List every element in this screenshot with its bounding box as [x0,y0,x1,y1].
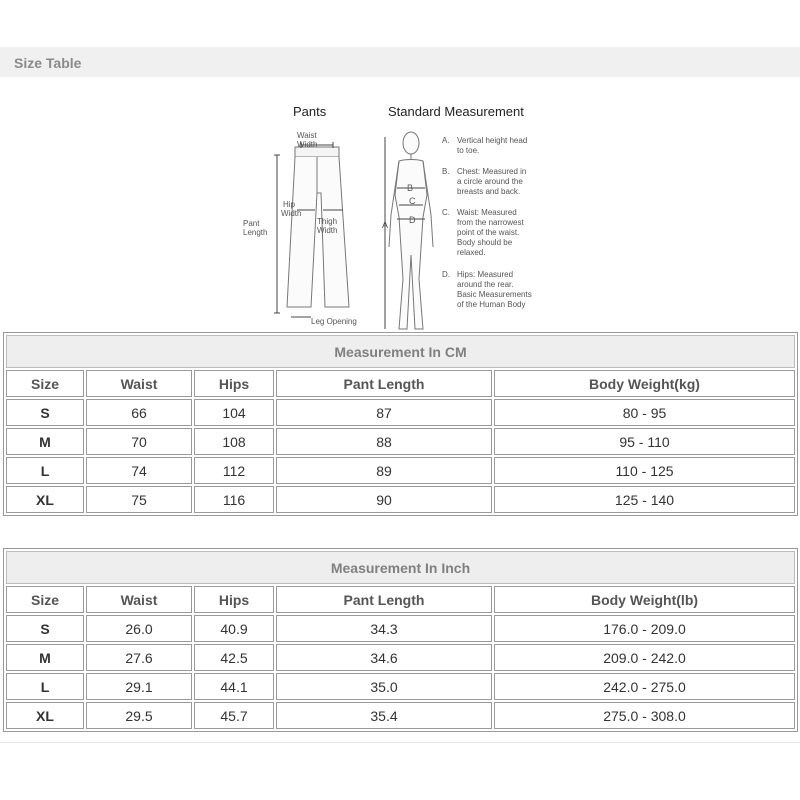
body-label-a: A [382,220,389,230]
note-d-line-4: of the Human Body [457,300,526,309]
waist-cell: 70 [86,428,192,455]
body-weight-cell: 275.0 - 308.0 [494,702,795,729]
table-row [6,673,795,700]
note-c-line-2: from the narrowest [457,218,524,227]
waist-cell: 26.0 [86,615,192,642]
body-label-b: B [407,183,414,193]
waist-cell: 29.1 [86,673,192,700]
note-d-letter: D. [442,270,450,279]
hip-width-label-1: Hip [283,200,296,209]
note-c-line-3: point of the waist. [457,228,520,237]
cm-header-pant-length: Pant Length [276,370,492,397]
note-b-line-1: Chest: Measured in [457,167,527,176]
size-cell: S [6,615,84,642]
waist-width-label-1: Waist [297,131,317,140]
note-b-line-3: breasts and back. [457,187,521,196]
waist-cell: 75 [86,486,192,513]
note-c-line-1: Waist: Measured [457,208,517,217]
body-weight-cell: 95 - 110 [494,428,795,455]
note-d-line-3: Basic Measurements [457,290,532,299]
inch-size-table [3,548,798,732]
body-weight-cell: 125 - 140 [494,486,795,513]
hips-cell: 40.9 [194,615,274,642]
pant-length-cell: 34.3 [276,615,492,642]
table-row [6,399,795,426]
inch-header-hips: Hips [194,586,274,613]
note-b-line-2: a circle around the [457,177,523,186]
pant-length-cell: 35.4 [276,702,492,729]
inch-table-caption: Measurement In Inch [6,551,795,584]
table-row [6,644,795,671]
table-row [6,615,795,642]
note-d-line-1: Hips: Measured [457,270,514,279]
cm-header-hips: Hips [194,370,274,397]
pant-length-label-1: Pant [243,219,260,228]
cm-header-waist: Waist [86,370,192,397]
hips-cell: 116 [194,486,274,513]
hips-cell: 42.5 [194,644,274,671]
inch-table [4,549,797,731]
size-cell: XL [6,702,84,729]
waist-width-label-2: Width [297,140,318,149]
measurement-diagram [235,95,565,335]
measurement-diagram-svg [235,95,565,335]
body-label-c: C [409,196,416,206]
table-row [6,702,795,729]
waist-cell: 29.5 [86,702,192,729]
hip-width-label-2: Width [281,209,302,218]
note-b-letter: B. [442,167,450,176]
body-label-d: D [409,215,416,225]
pant-length-cell: 34.6 [276,644,492,671]
cm-header-body-weight: Body Weight(kg) [494,370,795,397]
note-a-line-1: Vertical height head [457,136,528,145]
note-c-line-5: relaxed. [457,248,486,257]
size-cell: L [6,457,84,484]
header-title: Size Table [14,55,82,71]
hips-cell: 45.7 [194,702,274,729]
note-d-line-2: around the rear. [457,280,514,289]
table-row [6,428,795,455]
waist-cell: 74 [86,457,192,484]
hips-cell: 112 [194,457,274,484]
pant-length-cell: 35.0 [276,673,492,700]
hips-cell: 44.1 [194,673,274,700]
note-a-line-2: to toe. [457,146,480,155]
body-weight-cell: 80 - 95 [494,399,795,426]
inch-header-size: Size [6,586,84,613]
body-weight-cell: 242.0 - 275.0 [494,673,795,700]
table-row [6,486,795,513]
note-c-letter: C. [442,208,450,217]
leg-opening-label: Leg Opening [311,317,357,326]
waist-cell: 27.6 [86,644,192,671]
thigh-width-label-1: Thigh [317,217,338,226]
cm-header-size: Size [6,370,84,397]
note-a-letter: A. [442,136,450,145]
pants-title: Pants [293,104,327,119]
table-row [6,457,795,484]
pants-illustration [274,142,349,317]
size-cell: M [6,428,84,455]
hips-cell: 108 [194,428,274,455]
pant-length-cell: 88 [276,428,492,455]
standard-measurement-title: Standard Measurement [388,104,524,119]
pant-length-label-2: Length [243,228,268,237]
note-c-line-4: Body should be [457,238,513,247]
body-weight-cell: 209.0 - 242.0 [494,644,795,671]
inch-header-body-weight: Body Weight(lb) [494,586,795,613]
size-cell: L [6,673,84,700]
size-cell: S [6,399,84,426]
pant-length-cell: 89 [276,457,492,484]
inch-header-waist: Waist [86,586,192,613]
size-cell: M [6,644,84,671]
pant-length-cell: 90 [276,486,492,513]
thigh-width-label-2: Width [317,226,338,235]
body-weight-cell: 110 - 125 [494,457,795,484]
footer-divider [0,742,800,743]
body-weight-cell: 176.0 - 209.0 [494,615,795,642]
cm-size-table [3,332,798,516]
cm-table [4,333,797,515]
body-figure-illustration [385,132,433,329]
waist-cell: 66 [86,399,192,426]
size-table-header [0,47,800,77]
hips-cell: 104 [194,399,274,426]
cm-table-caption: Measurement In CM [6,335,795,368]
pant-length-cell: 87 [276,399,492,426]
size-cell: XL [6,486,84,513]
inch-header-pant-length: Pant Length [276,586,492,613]
